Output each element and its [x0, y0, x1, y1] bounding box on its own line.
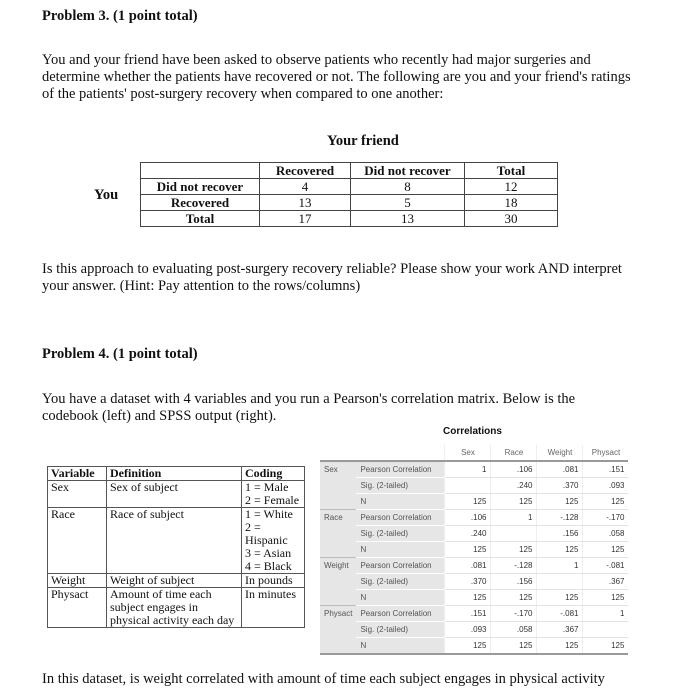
column-header: Sex [445, 445, 491, 461]
table-row [320, 461, 628, 478]
column-header: Definition [107, 467, 242, 481]
table-row [48, 574, 305, 588]
row-variable-label [320, 494, 356, 510]
table-row [48, 508, 305, 574]
table-row [320, 510, 628, 526]
correlation-value: 125 [445, 542, 491, 558]
stat-label: Sig. (2-tailed) [356, 574, 445, 590]
correlation-value: -.128 [537, 510, 583, 526]
table-cell: Race of subject [107, 508, 242, 574]
correlation-value: .370 [445, 574, 491, 590]
table-row [320, 558, 628, 574]
stat-label: N [356, 590, 445, 606]
row-variable-label [320, 590, 356, 606]
row-header: Total [141, 211, 260, 227]
correlation-value: 125 [537, 542, 583, 558]
corner [356, 445, 445, 461]
table-row [141, 211, 558, 227]
table-row [320, 622, 628, 638]
codebook-table [47, 466, 305, 628]
correlation-value [537, 574, 583, 590]
correlation-value: -.081 [583, 558, 629, 574]
row-variable-label [320, 542, 356, 558]
table-row [141, 179, 558, 195]
correlation-value: 1 [445, 461, 491, 478]
correlation-value: 125 [583, 542, 629, 558]
correlation-value: 125 [491, 638, 537, 655]
correlation-value: .240 [491, 478, 537, 494]
row-variable-label [320, 574, 356, 590]
problem3-intro: You and your friend have been asked to observe patients who recently had major surgeries and determine whether the patients have recovered or not. The following are you and your friend's ratings of the patients' post-surgery recovery when compared to one another: [42, 52, 631, 102]
table-cell: 5 [351, 195, 465, 211]
column-header: Weight [537, 445, 583, 461]
stat-label: Pearson Correlation [356, 461, 445, 478]
stat-label: Sig. (2-tailed) [356, 622, 445, 638]
table-cell: In pounds [242, 574, 305, 588]
table-cell: 13 [351, 211, 465, 227]
column-header: Physact [583, 445, 629, 461]
row-group-label: You [94, 187, 119, 203]
correlation-value: 125 [583, 590, 629, 606]
column-header [141, 163, 260, 179]
table-row [320, 590, 628, 606]
correlation-value [445, 478, 491, 494]
correlation-value: .240 [445, 526, 491, 542]
correlation-value: 125 [491, 542, 537, 558]
table-cell: Sex [48, 481, 107, 508]
row-header: Did not recover [141, 179, 260, 195]
correlation-value: 125 [491, 494, 537, 510]
correlation-value: 125 [445, 638, 491, 655]
stat-label: Sig. (2-tailed) [356, 526, 445, 542]
stat-label: N [356, 638, 445, 655]
table-row [320, 478, 628, 494]
table-cell: Amount of time each subject engages in physical activity each day [107, 588, 242, 628]
column-header: Did not recover [351, 163, 465, 179]
correlation-value: .106 [445, 510, 491, 526]
row-variable-label [320, 622, 356, 638]
row-variable-label [320, 638, 356, 655]
stat-label: Sig. (2-tailed) [356, 478, 445, 494]
table-cell: 17 [260, 211, 351, 227]
table-row [320, 638, 628, 655]
table-cell: Physact [48, 588, 107, 628]
correlation-value: .093 [445, 622, 491, 638]
stat-label: N [356, 542, 445, 558]
stat-label: Pearson Correlation [356, 606, 445, 622]
table-row [320, 526, 628, 542]
table-cell: Weight [48, 574, 107, 588]
correlation-value: 1 [491, 510, 537, 526]
correlation-value: .058 [491, 622, 537, 638]
correlation-value: .058 [583, 526, 629, 542]
problem4-intro: You have a dataset with 4 variables and you run a Pearson's correlation matrix. Below is the codebook (left) and SPSS output (right). [42, 391, 576, 424]
correlation-value: .081 [445, 558, 491, 574]
table-cell: 1 = White 2 = Hispanic 3 = Asian 4 = Black [242, 508, 305, 574]
table-cell: 1 = Male 2 = Female [242, 481, 305, 508]
table-cell: 30 [465, 211, 558, 227]
table-cell: 12 [465, 179, 558, 195]
correlation-value: 125 [583, 638, 629, 655]
correlation-value: 125 [445, 590, 491, 606]
correlation-value: .156 [537, 526, 583, 542]
stat-label: N [356, 494, 445, 510]
table-cell: Race [48, 508, 107, 574]
row-variable-label: Sex [320, 461, 356, 478]
correlation-value: .093 [583, 478, 629, 494]
stat-label: Pearson Correlation [356, 558, 445, 574]
table-row [141, 163, 558, 179]
table-cell: 8 [351, 179, 465, 195]
table-row [48, 481, 305, 508]
correlation-value: -.128 [491, 558, 537, 574]
correlation-value: 125 [537, 638, 583, 655]
correlation-value: .367 [583, 574, 629, 590]
row-variable-label: Physact [320, 606, 356, 622]
table-cell: Weight of subject [107, 574, 242, 588]
problem4-title: Problem 4. (1 point total) [42, 346, 198, 362]
row-header: Recovered [141, 195, 260, 211]
column-header: Coding [242, 467, 305, 481]
correlation-value: -.170 [583, 510, 629, 526]
correlation-value [491, 526, 537, 542]
correlation-value: .367 [537, 622, 583, 638]
problem4-question: In this dataset, is weight correlated with amount of time each subject engages in physical activity [42, 671, 605, 687]
correlations-title: Correlations [443, 426, 502, 437]
problem3-title: Problem 3. (1 point total) [42, 8, 198, 24]
table-row [320, 445, 628, 461]
table-row [141, 195, 558, 211]
correlation-value: .081 [537, 461, 583, 478]
correlation-value: .151 [583, 461, 629, 478]
table-row [320, 606, 628, 622]
row-variable-label [320, 526, 356, 542]
row-variable-label: Weight [320, 558, 356, 574]
correlation-value: -.170 [491, 606, 537, 622]
row-variable-label: Race [320, 510, 356, 526]
correlation-value: .151 [445, 606, 491, 622]
table-row [320, 574, 628, 590]
table-cell: 18 [465, 195, 558, 211]
column-header: Total [465, 163, 558, 179]
correlation-value: .156 [491, 574, 537, 590]
column-header: Variable [48, 467, 107, 481]
correlation-value: 125 [583, 494, 629, 510]
correlation-value: .106 [491, 461, 537, 478]
correlation-value [583, 622, 629, 638]
col-group-label: Your friend [327, 133, 399, 149]
table-cell: In minutes [242, 588, 305, 628]
table-row [320, 542, 628, 558]
correlation-value: 125 [537, 494, 583, 510]
correlation-value: 125 [445, 494, 491, 510]
correlations-table [320, 445, 628, 655]
problem3-question: Is this approach to evaluating post-surgery recovery reliable? Please show your work AND interpret your answer. (Hint: Pay attention to the rows/columns) [42, 261, 622, 294]
table-row [320, 494, 628, 510]
agreement-table [140, 162, 558, 227]
correlation-value: .370 [537, 478, 583, 494]
correlation-value: 125 [491, 590, 537, 606]
table-cell: Sex of subject [107, 481, 242, 508]
table-row [48, 467, 305, 481]
column-header: Recovered [260, 163, 351, 179]
column-header: Race [491, 445, 537, 461]
table-cell: 13 [260, 195, 351, 211]
stat-label: Pearson Correlation [356, 510, 445, 526]
correlation-value: 1 [537, 558, 583, 574]
row-variable-label [320, 478, 356, 494]
table-row [48, 588, 305, 628]
correlation-value: -.081 [537, 606, 583, 622]
table-cell: 4 [260, 179, 351, 195]
correlation-value: 125 [537, 590, 583, 606]
corner [320, 445, 356, 461]
correlation-value: 1 [583, 606, 629, 622]
